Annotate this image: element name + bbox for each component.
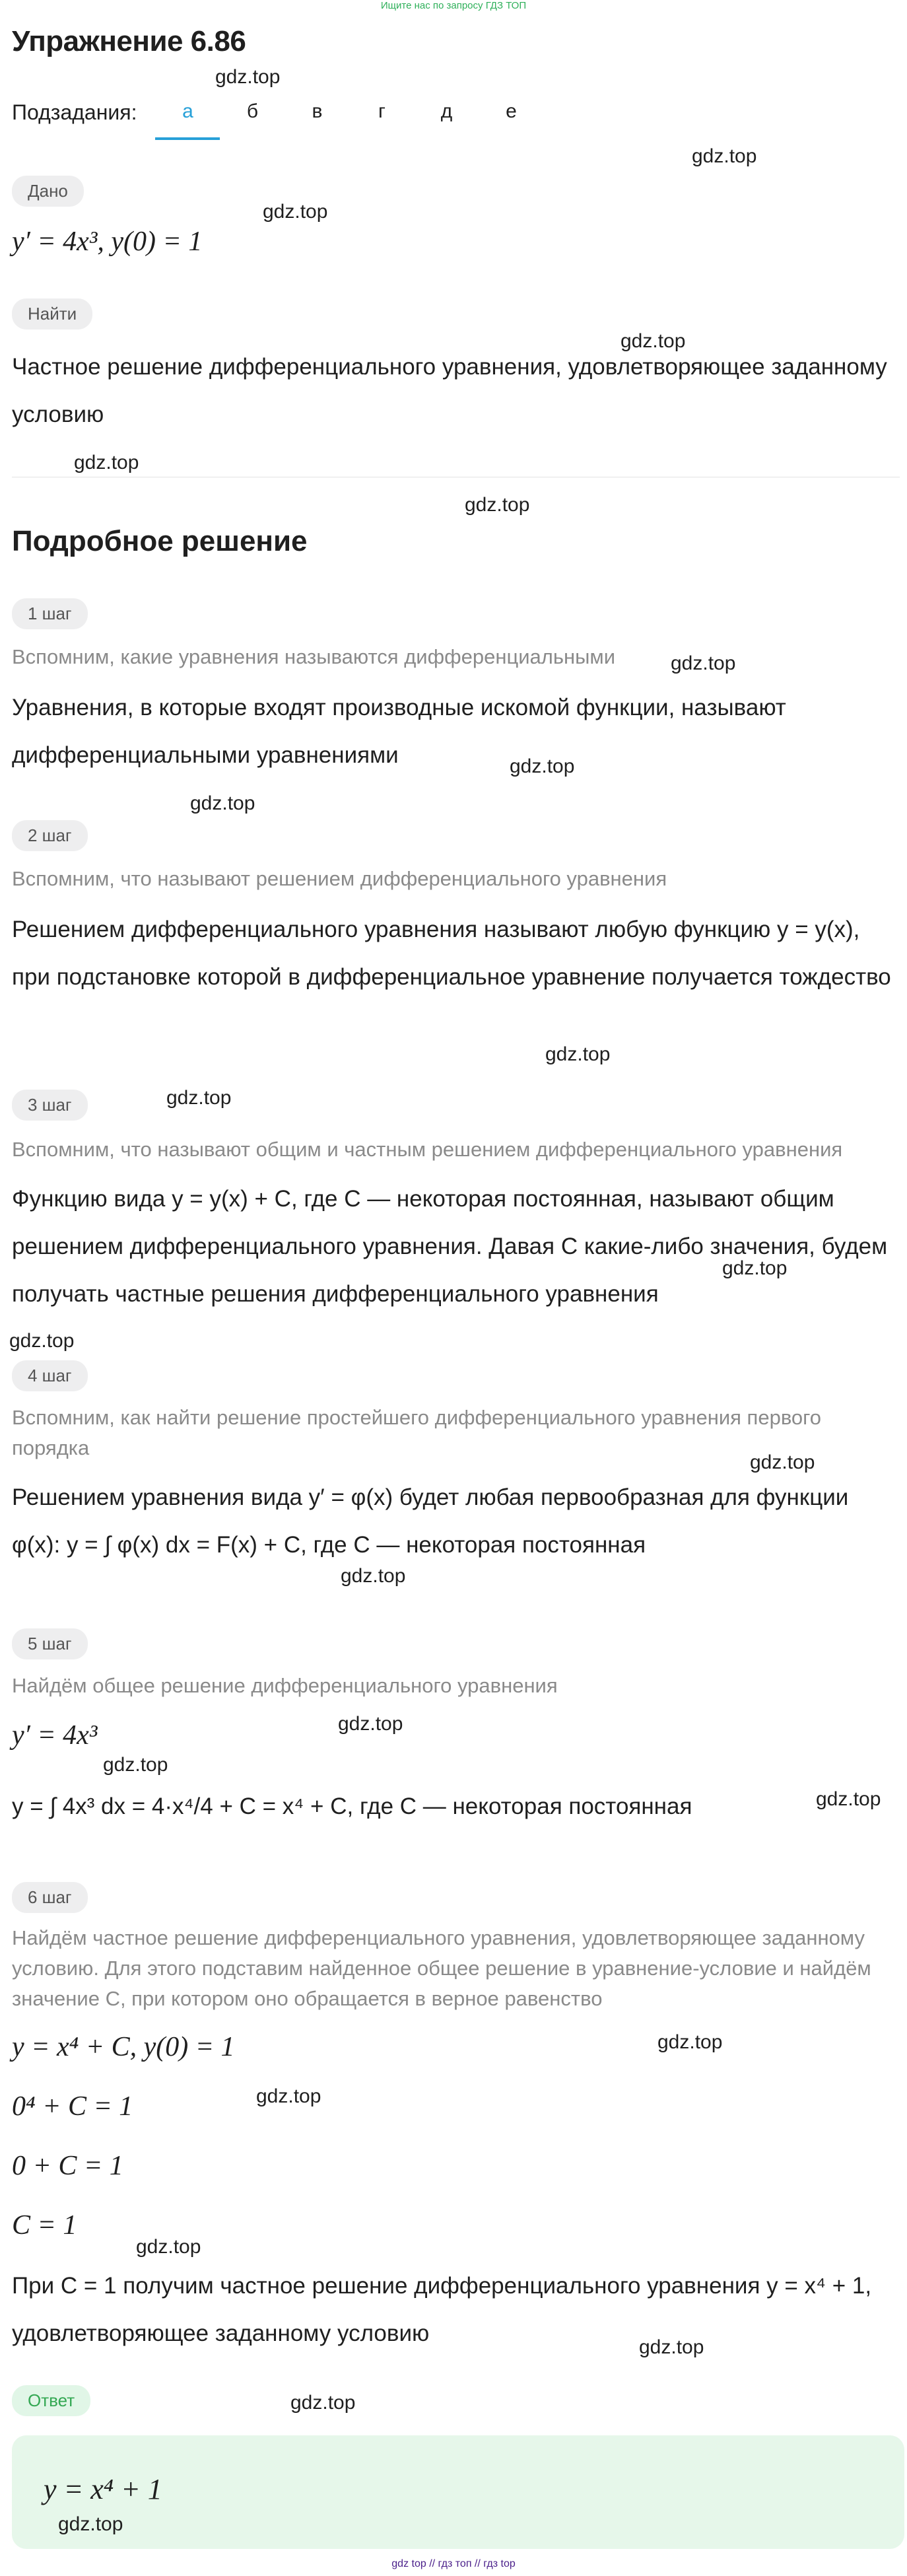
step-4-badge: 4 шаг bbox=[12, 1360, 88, 1391]
tab-g[interactable]: г bbox=[378, 100, 386, 122]
given-formula: y′ = 4x³, y(0) = 1 bbox=[12, 226, 203, 257]
watermark: gdz.top bbox=[545, 1043, 611, 1065]
step-2-text: Решением дифференциального уравнения называют любую функцию y = y(x), при подстановке которой в дифференциальное уравнение получается тождество bbox=[12, 917, 891, 990]
tab-b[interactable]: б bbox=[246, 100, 259, 122]
step-2-hint: Вспомним, что называют решением дифференциального уравнения bbox=[12, 867, 667, 890]
footer: gdz top // гдз топ // гдз top bbox=[391, 2558, 516, 2569]
solution-title: Подробное решение bbox=[12, 525, 308, 557]
find-text: Частное решение дифференциального уравнения, удовлетворяющее заданному условию bbox=[12, 354, 887, 427]
step-6-hint: Найдём частное решение дифференциального уравнения, удовлетворяющее заданному условию. Для этого подставим найденное общее решение в уравнение-условие и найдём значение C, при котором оно обращается в верное равенство bbox=[12, 1926, 871, 2010]
tab-d[interactable]: д bbox=[440, 100, 453, 122]
watermark: gdz.top bbox=[190, 792, 255, 814]
answer-badge: Ответ bbox=[12, 2385, 90, 2416]
watermark: gdz.top bbox=[465, 494, 530, 516]
watermark: gdz.top bbox=[215, 66, 281, 88]
step-5-line-1: y′ = 4x³ bbox=[12, 1720, 98, 1751]
watermark: gdz.top bbox=[58, 2513, 123, 2535]
watermark: gdz.top bbox=[816, 1788, 881, 1810]
subtasks-bar bbox=[12, 100, 543, 144]
step-5-hint: Найдём общее решение дифференциального уравнения bbox=[12, 1674, 558, 1697]
watermark: gdz.top bbox=[639, 2336, 704, 2358]
step-4-hint: Вспомним, как найти решение простейшего дифференциального уравнения первого порядка bbox=[12, 1406, 822, 1459]
watermark: gdz.top bbox=[256, 2085, 321, 2107]
watermark: gdz.top bbox=[166, 1087, 232, 1109]
watermark: gdz.top bbox=[341, 1565, 406, 1587]
watermark: gdz.top bbox=[510, 755, 575, 777]
watermark: gdz.top bbox=[621, 330, 686, 352]
watermark: gdz.top bbox=[338, 1713, 403, 1735]
watermark: gdz.top bbox=[671, 652, 736, 674]
watermark: gdz.top bbox=[692, 145, 757, 167]
step-6-line-4: C = 1 bbox=[12, 2210, 77, 2241]
watermark: gdz.top bbox=[263, 201, 328, 223]
step-4-text: Решением уравнения вида y′ = φ(x) будет любая первообразная для функции φ(x): y = ∫ φ(x) dx = F(x) + C, где C — некоторая постоянная bbox=[12, 1484, 849, 1558]
watermark: gdz.top bbox=[750, 1451, 815, 1473]
answer-formula: y = x⁴ + 1 bbox=[44, 2473, 162, 2505]
watermark: gdz.top bbox=[290, 2392, 356, 2414]
watermark: gdz.top bbox=[103, 1754, 168, 1776]
step-6-badge: 6 шаг bbox=[12, 1882, 88, 1913]
answer-box bbox=[12, 2435, 904, 2549]
step-6-line-2: 0⁴ + C = 1 bbox=[12, 2091, 133, 2122]
step-1-text: Уравнения, в которые входят производные искомой функции, называют дифференциальными уравнениями bbox=[12, 695, 786, 768]
tab-a[interactable]: а bbox=[155, 100, 220, 140]
step-6-line-1: y = x⁴ + C, y(0) = 1 bbox=[12, 2032, 235, 2062]
watermark: gdz.top bbox=[657, 2031, 723, 2053]
top-hint: Ищите нас по запросу ГДЗ ТОП bbox=[380, 0, 527, 11]
watermark: gdz.top bbox=[9, 1330, 75, 1352]
tab-v[interactable]: в bbox=[312, 100, 323, 122]
step-3-badge: 3 шаг bbox=[12, 1090, 88, 1121]
page-title: Упражнение 6.86 bbox=[12, 25, 246, 57]
step-6-line-3: 0 + C = 1 bbox=[12, 2151, 123, 2181]
step-2-badge: 2 шаг bbox=[12, 820, 88, 851]
watermark: gdz.top bbox=[136, 2236, 201, 2258]
watermark: gdz.top bbox=[74, 452, 139, 473]
step-5-line-2: y = ∫ 4x³ dx = 4·x⁴/4 + C = x⁴ + C, где C — некоторая постоянная bbox=[12, 1793, 692, 1819]
step-1-badge: 1 шаг bbox=[12, 598, 88, 629]
step-5-badge: 5 шаг bbox=[12, 1628, 88, 1659]
find-badge: Найти bbox=[12, 298, 92, 330]
given-badge: Дано bbox=[12, 176, 84, 207]
step-3-text: Функцию вида y = y(x) + C, где C — некоторая постоянная, называют общим решением дифференциального уравнения. Давая C какие-либо значения, будем получать частные решения дифференциального уравнения bbox=[12, 1186, 888, 1307]
watermark: gdz.top bbox=[722, 1257, 788, 1279]
step-3-hint: Вспомним, что называют общим и частным решением дифференциального уравнения bbox=[12, 1138, 843, 1161]
subtasks-label: Подзадания: bbox=[12, 100, 137, 124]
step-6-conclusion: При C = 1 получим частное решение дифференциального уравнения y = x⁴ + 1, удовлетворяющее заданному условию bbox=[12, 2273, 872, 2346]
step-1-hint: Вспомним, какие уравнения называются дифференциальными bbox=[12, 645, 616, 668]
tab-e[interactable]: е bbox=[506, 100, 517, 122]
